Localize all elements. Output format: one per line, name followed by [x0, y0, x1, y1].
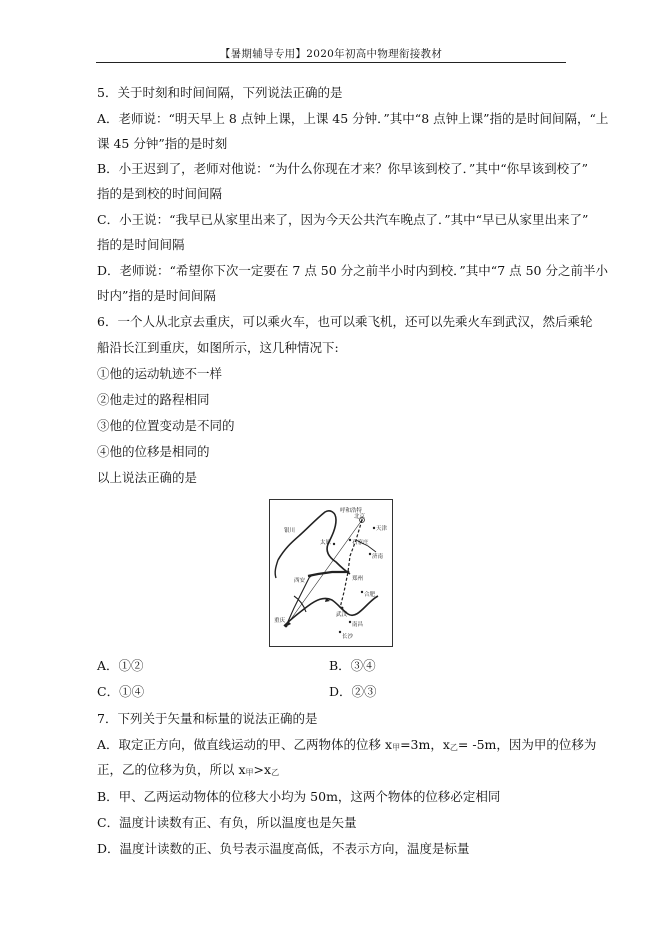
label-jinan: 济南	[372, 554, 384, 560]
q5-option-a-line2: 课 45 分钟”指的是时刻	[97, 136, 228, 151]
label-zhengzhou: 郑州	[352, 576, 364, 582]
q6-stem-line2: 船沿长江到重庆，如图所示，这几种情况下:	[97, 340, 339, 355]
label-huhehaote: 呼和浩特	[340, 508, 363, 514]
header-divider	[96, 62, 566, 63]
city-dot-xian	[309, 575, 312, 578]
q7-option-d: D．温度计读数的正、负号表示温度高低，不表示方向，温度是标量	[97, 841, 470, 856]
q6-stem-line1: 6．一个人从北京去重庆，可以乘火车，也可以乘飞机，还可以先乘火车到武汉，然后乘轮	[97, 314, 593, 329]
q7-option-b: B．甲、乙两运动物体的位移大小均为 50m，这两个物体的位移必定相同	[97, 789, 501, 804]
railway-zhengzhou-xian	[308, 572, 348, 576]
railway-beijing-wuhan	[340, 520, 362, 608]
q5-option-a-line1: A．老师说：“明天早上 8 点钟上课，上课 45 分钟．”其中“8 点钟上课”指的是时间间隔，“上	[97, 111, 609, 126]
q5-stem: 5．关于时刻和时间间隔，下列说法正确的是	[97, 85, 343, 100]
q5-option-d-line2: 时内”指的是时间间隔	[97, 288, 216, 303]
label-taiyuan: 太原	[320, 540, 332, 546]
q6-question: 以上说法正确的是	[97, 470, 198, 485]
q7-stem: 7．下列关于矢量和标量的说法正确的是	[97, 711, 318, 726]
q7-option-a-line2	[97, 762, 279, 781]
q5-option-c-line2: 指的是时间间隔	[97, 237, 185, 252]
yellow-river	[278, 511, 350, 574]
q6-statement-2: ②他走过的路程相同	[97, 392, 210, 407]
subscript-jia: 甲	[245, 768, 254, 777]
city-dot-zhengzhou	[347, 571, 350, 574]
label-chongqing: 重庆	[274, 618, 286, 624]
q5-option-d-line1: D．老师说：“希望你下次一定要在 7 点 50 分之前半小时内到校．”其中“7 点 50 分之前半小	[97, 263, 608, 278]
q5-option-b-line2: 指的是到校的时间间隔	[97, 186, 223, 201]
q7-a2-text: 正，乙的位移为负，所以 x	[97, 762, 246, 777]
city-dot-shijiazhuang	[349, 539, 351, 541]
subscript-yi: 乙	[271, 768, 280, 777]
q6-statement-4: ④他的位移是相同的	[97, 444, 210, 459]
q7-a2-mid: >x	[253, 762, 272, 777]
q7-a1-mid: =3m，x	[400, 737, 450, 752]
q7-a1-text: A．取定正方向，做直线运动的甲、乙两物体的位移 x	[97, 737, 393, 752]
q5-option-c-line1: C．小王说：“我早已从家里出来了，因为今天公共汽车晚点了．”其中“早已从家里出来了”	[97, 212, 589, 227]
page-header: 【暑期辅导专用】2020年初高中物理衔接教材	[219, 48, 443, 60]
q7-a1-post: = -5m，因为甲的位移为	[457, 737, 597, 752]
label-tianjin: 天津	[376, 526, 388, 532]
label-yinchuan: 银川	[284, 528, 296, 534]
q6-option-a: A．①②	[97, 658, 144, 673]
label-changsha: 长沙	[342, 634, 354, 640]
city-dot-wuhan	[341, 607, 344, 610]
label-nanchang: 南昌	[352, 622, 364, 628]
city-dot-chongqing	[285, 625, 288, 628]
q6-option-b: B．③④	[329, 658, 376, 673]
label-hefei: 合肥	[364, 592, 376, 598]
route-map-figure	[269, 499, 393, 647]
flight-route	[286, 520, 362, 626]
subscript-yi: 乙	[449, 743, 458, 752]
q7-option-a-line1	[97, 737, 596, 756]
q6-option-c: C．①④	[97, 684, 145, 699]
city-dot-taiyuan	[333, 543, 335, 545]
city-dot-jinan	[369, 553, 371, 555]
q6-statement-3: ③他的位置变动是不同的	[97, 418, 235, 433]
q6-statement-1: ①他的运动轨迹不一样	[97, 366, 223, 381]
q7-option-c: C．温度计读数有正、有负，所以温度也是矢量	[97, 815, 357, 830]
q6-option-d: D．②③	[329, 684, 377, 699]
route-map	[270, 500, 392, 646]
city-dot-tianjin	[373, 527, 375, 529]
label-shijiazhuang: 石家庄	[352, 540, 369, 546]
q5-option-b-line1: B．小王迟到了，老师对他说：“为什么你现在才来？你早该到校了．”其中“你早该到校了”	[97, 161, 588, 176]
label-xian: 西安	[294, 578, 306, 584]
subscript-jia: 甲	[392, 743, 401, 752]
city-dot-nanchang	[349, 621, 351, 623]
label-wuhan: 武汉	[336, 612, 348, 618]
label-beijing: 北京	[354, 514, 366, 520]
city-dot-hefei	[361, 591, 363, 593]
city-dot-changsha	[339, 631, 341, 633]
river-branch	[275, 560, 278, 578]
